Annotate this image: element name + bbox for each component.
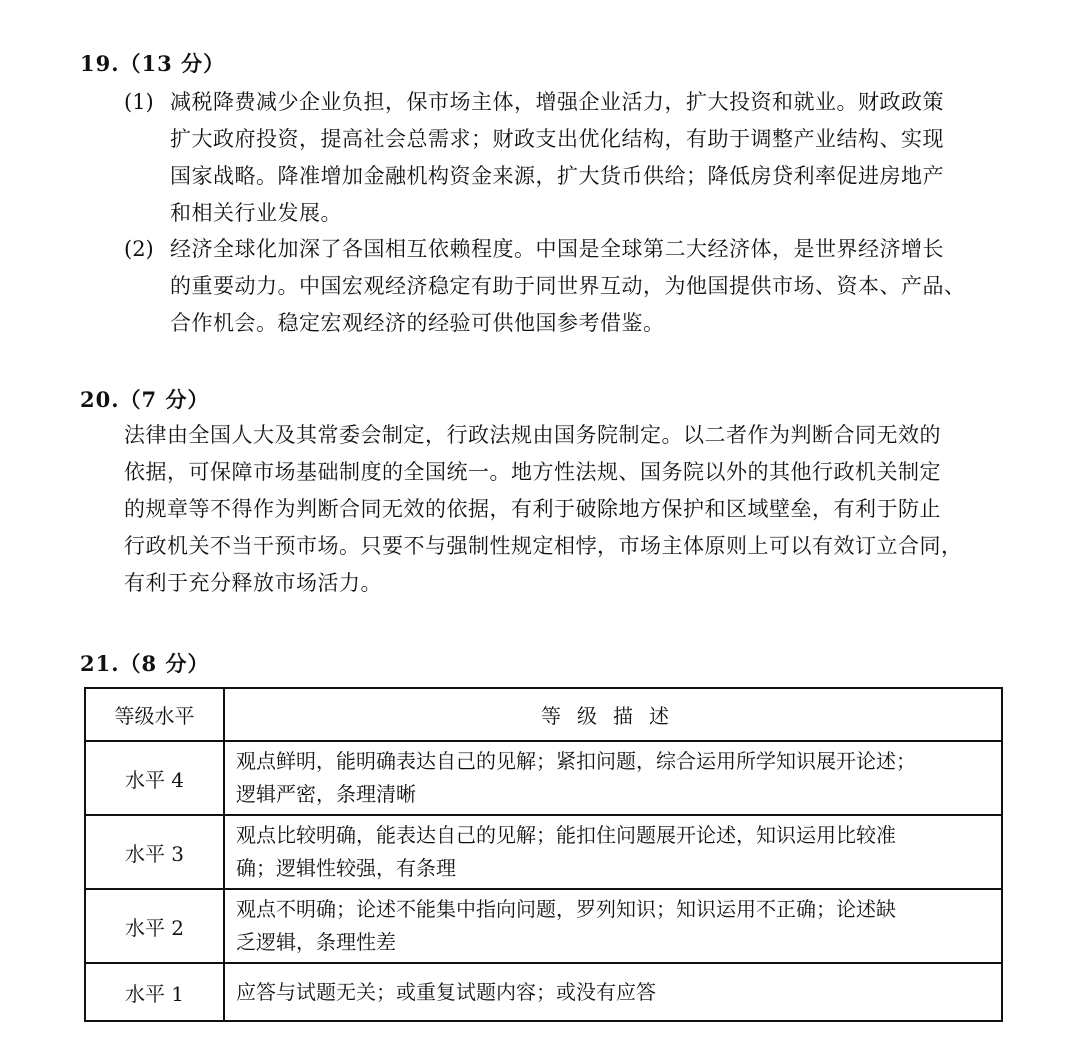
- description-cell: [224, 815, 1002, 889]
- grading-table: [84, 687, 1003, 1022]
- level-cell: 水平 2: [85, 889, 224, 963]
- text-line: 法律由全国人大及其常委会制定，行政法规由国务院制定。以二者作为判断合同无效的: [124, 423, 941, 447]
- text-line: 经济全球化加深了各国相互依赖程度。中国是全球第二大经济体，是世界经济增长: [170, 237, 944, 261]
- text-line: 应答与试题无关；或重复试题内容；或没有应答: [236, 979, 656, 1004]
- header-description: 等级描述: [224, 688, 1002, 741]
- text-line: 减税降费减少企业负担，保市场主体，增强企业活力，扩大投资和就业。财政政策: [170, 90, 944, 114]
- table-row: [85, 815, 1002, 889]
- table-row: [85, 741, 1002, 815]
- table-row: [85, 889, 1002, 963]
- description-cell: [224, 889, 1002, 963]
- text-line: 观点比较明确，能表达自己的见解；能扣住问题展开论述，知识运用比较准: [236, 823, 896, 847]
- text-line: 合作机会。稳定宏观经济的经验可供他国参考借鉴。: [170, 311, 665, 335]
- q19-item-2-text: [170, 231, 966, 342]
- text-line: 和相关行业发展。: [170, 201, 342, 225]
- text-line: 逻辑严密，条理清晰: [236, 782, 416, 806]
- text-line: 确；逻辑性较强，有条理: [236, 856, 456, 880]
- text-line: 行政机关不当干预市场。只要不与强制性规定相悖，市场主体原则上可以有效订立合同，: [124, 534, 963, 558]
- text-line: 依据，可保障市场基础制度的全国统一。地方性法规、国务院以外的其他行政机关制定: [124, 460, 941, 484]
- q19-item-1-number: (1): [124, 90, 154, 114]
- text-line: 扩大政府投资，提高社会总需求；财政支出优化结构，有助于调整产业结构、实现: [170, 127, 944, 151]
- text-line: 观点鲜明，能明确表达自己的见解；紧扣问题，综合运用所学知识展开论述；: [236, 749, 916, 773]
- text-line: 观点不明确；论述不能集中指向问题，罗列知识；知识运用不正确；论述缺: [236, 897, 896, 921]
- description-cell: [224, 963, 1002, 1021]
- text-line: 的规章等不得作为判断合同无效的依据，有利于破除地方保护和区域壁垒，有利于防止: [124, 497, 941, 521]
- q19-item-1-text: [170, 84, 944, 232]
- question-20-heading: 20.（7 分）: [80, 387, 210, 412]
- level-cell: 水平 1: [85, 963, 224, 1021]
- level-cell: 水平 3: [85, 815, 224, 889]
- description-cell: [224, 741, 1002, 815]
- question-19-heading: 19.（13 分）: [80, 51, 226, 76]
- question-21-heading: 21.（8 分）: [80, 651, 210, 676]
- header-level: 等级水平: [85, 688, 224, 741]
- text-line: 乏逻辑，条理性差: [236, 930, 396, 954]
- q20-text: [124, 417, 963, 602]
- table-row: [85, 963, 1002, 1021]
- table-header-row: [85, 688, 1002, 741]
- q19-item-2-number: (2): [124, 237, 154, 261]
- text-line: 国家战略。降准增加金融机构资金来源，扩大货币供给；降低房贷利率促进房地产: [170, 164, 944, 188]
- text-line: 的重要动力。中国宏观经济稳定有助于同世界互动，为他国提供市场、资本、产品、: [170, 274, 966, 298]
- text-line: 有利于充分释放市场活力。: [124, 571, 382, 595]
- level-cell: 水平 4: [85, 741, 224, 815]
